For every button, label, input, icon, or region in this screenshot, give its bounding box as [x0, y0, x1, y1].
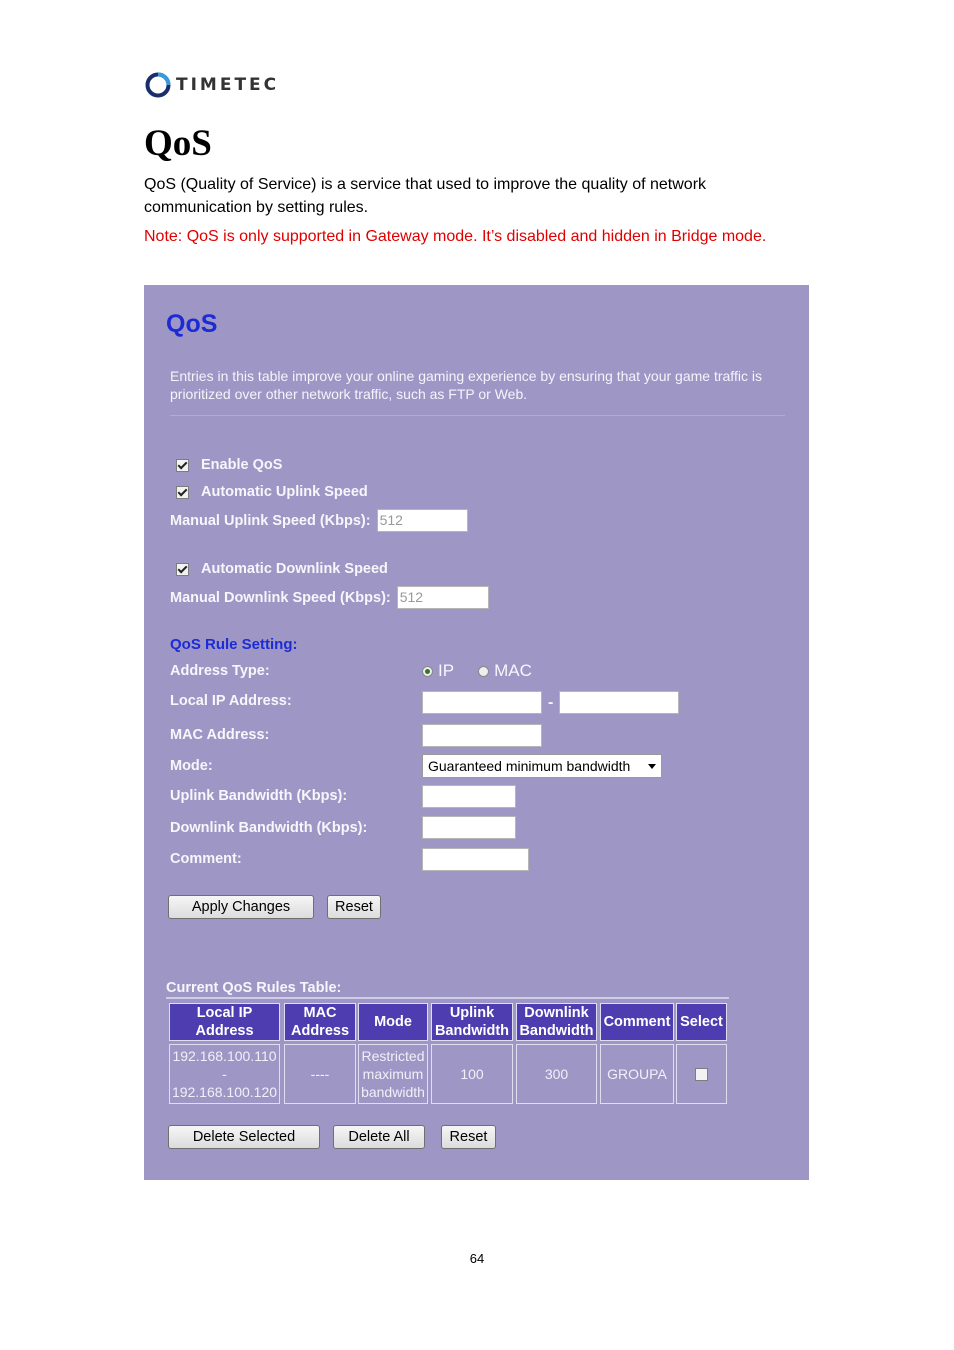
auto-downlink-checkbox[interactable] — [176, 563, 189, 576]
uplink-bandwidth-input[interactable] — [422, 785, 516, 808]
auto-downlink-label: Automatic Downlink Speed — [201, 561, 388, 577]
header-downlink-bandwidth: Downlink Bandwidth — [516, 1003, 597, 1041]
address-type-ip-radio[interactable] — [422, 666, 433, 677]
document-title: QoS — [144, 123, 212, 164]
auto-downlink-row — [170, 561, 388, 577]
manual-uplink-input[interactable]: 512 — [377, 509, 468, 532]
address-type-ip-label: IP — [438, 661, 455, 680]
qos-rules-table — [166, 997, 729, 1107]
local-ip-start-input[interactable] — [422, 691, 542, 714]
chevron-down-icon — [648, 764, 656, 769]
auto-uplink-row — [170, 484, 368, 500]
address-type-label: Address Type: — [170, 663, 270, 679]
header-local-ip: Local IP Address — [169, 1003, 280, 1041]
header-select: Select — [676, 1003, 727, 1041]
address-type-mac-radio[interactable] — [478, 666, 489, 677]
header-uplink-bandwidth: Uplink Bandwidth — [431, 1003, 513, 1041]
manual-uplink-label: Manual Uplink Speed (Kbps): — [170, 512, 371, 529]
uplink-bandwidth-label: Uplink Bandwidth (Kbps): — [170, 788, 348, 804]
apply-changes-button[interactable]: Apply Changes — [168, 895, 314, 919]
mac-address-label: MAC Address: — [170, 727, 270, 743]
address-type-mac-label: MAC — [494, 661, 532, 680]
ip-range-separator: - — [548, 693, 554, 711]
downlink-bandwidth-input[interactable] — [422, 816, 516, 839]
mac-address-input[interactable] — [422, 724, 542, 747]
row-uplink-bandwidth: 100 — [431, 1044, 513, 1104]
intro-paragraph: QoS (Quality of Service) is a service that used to improve the quality of network communication by setting rules. — [144, 176, 707, 216]
address-type-radio-group — [422, 661, 556, 681]
mode-label: Mode: — [170, 758, 213, 774]
timetec-logo-icon — [145, 72, 171, 98]
header-comment: Comment — [600, 1003, 674, 1041]
row-mode: Restricted maximum bandwidth — [358, 1044, 428, 1104]
auto-uplink-label: Automatic Uplink Speed — [201, 484, 368, 500]
panel-title: QoS — [166, 310, 218, 338]
delete-all-button[interactable]: Delete All — [333, 1125, 425, 1149]
reset-button[interactable]: Reset — [327, 895, 381, 919]
row-select-checkbox[interactable] — [695, 1068, 708, 1081]
timetec-logo — [145, 70, 279, 100]
manual-uplink-row — [170, 509, 468, 532]
mode-select[interactable] — [422, 754, 662, 778]
qos-rule-setting-heading: QoS Rule Setting: — [170, 636, 298, 653]
mode-selected-value: Guaranteed minimum bandwidth — [428, 758, 631, 774]
row-local-ip: 192.168.100.110 - 192.168.100.120 — [169, 1044, 280, 1104]
gateway-note: Note: QoS is only supported in Gateway mode. It’s disabled and hidden in Bridge mode. — [144, 228, 767, 245]
header-mode: Mode — [358, 1003, 428, 1041]
manual-downlink-label: Manual Downlink Speed (Kbps): — [170, 589, 391, 606]
row-downlink-bandwidth: 300 — [516, 1044, 597, 1104]
row-mac-address: ---- — [284, 1044, 356, 1104]
manual-downlink-input[interactable]: 512 — [397, 586, 489, 609]
page-number: 64 — [469, 1251, 485, 1266]
panel-description: Entries in this table improve your online gaming experience by ensuring that your game traffic is prioritized over other network traffic, such as FTP or Web. — [170, 368, 762, 402]
manual-downlink-row — [170, 586, 489, 609]
divider — [170, 415, 785, 416]
table-reset-button[interactable]: Reset — [441, 1125, 496, 1149]
enable-qos-label: Enable QoS — [201, 457, 283, 473]
comment-input[interactable] — [422, 848, 529, 871]
comment-label: Comment: — [170, 851, 242, 867]
local-ip-range — [422, 691, 679, 714]
enable-qos-checkbox[interactable] — [176, 459, 189, 472]
local-ip-end-input[interactable] — [559, 691, 679, 714]
qos-rules-table-caption: Current QoS Rules Table: — [166, 980, 342, 996]
delete-selected-button[interactable]: Delete Selected — [168, 1125, 320, 1149]
local-ip-label: Local IP Address: — [170, 693, 292, 709]
enable-qos-row — [170, 457, 282, 473]
downlink-bandwidth-label: Downlink Bandwidth (Kbps): — [170, 820, 368, 836]
header-mac-address: MAC Address — [284, 1003, 356, 1041]
row-select-cell — [676, 1044, 727, 1104]
logo-text: TIMETEC — [176, 75, 280, 95]
row-comment: GROUPA — [600, 1044, 674, 1104]
qos-settings-panel — [144, 285, 809, 1180]
auto-uplink-checkbox[interactable] — [176, 486, 189, 499]
